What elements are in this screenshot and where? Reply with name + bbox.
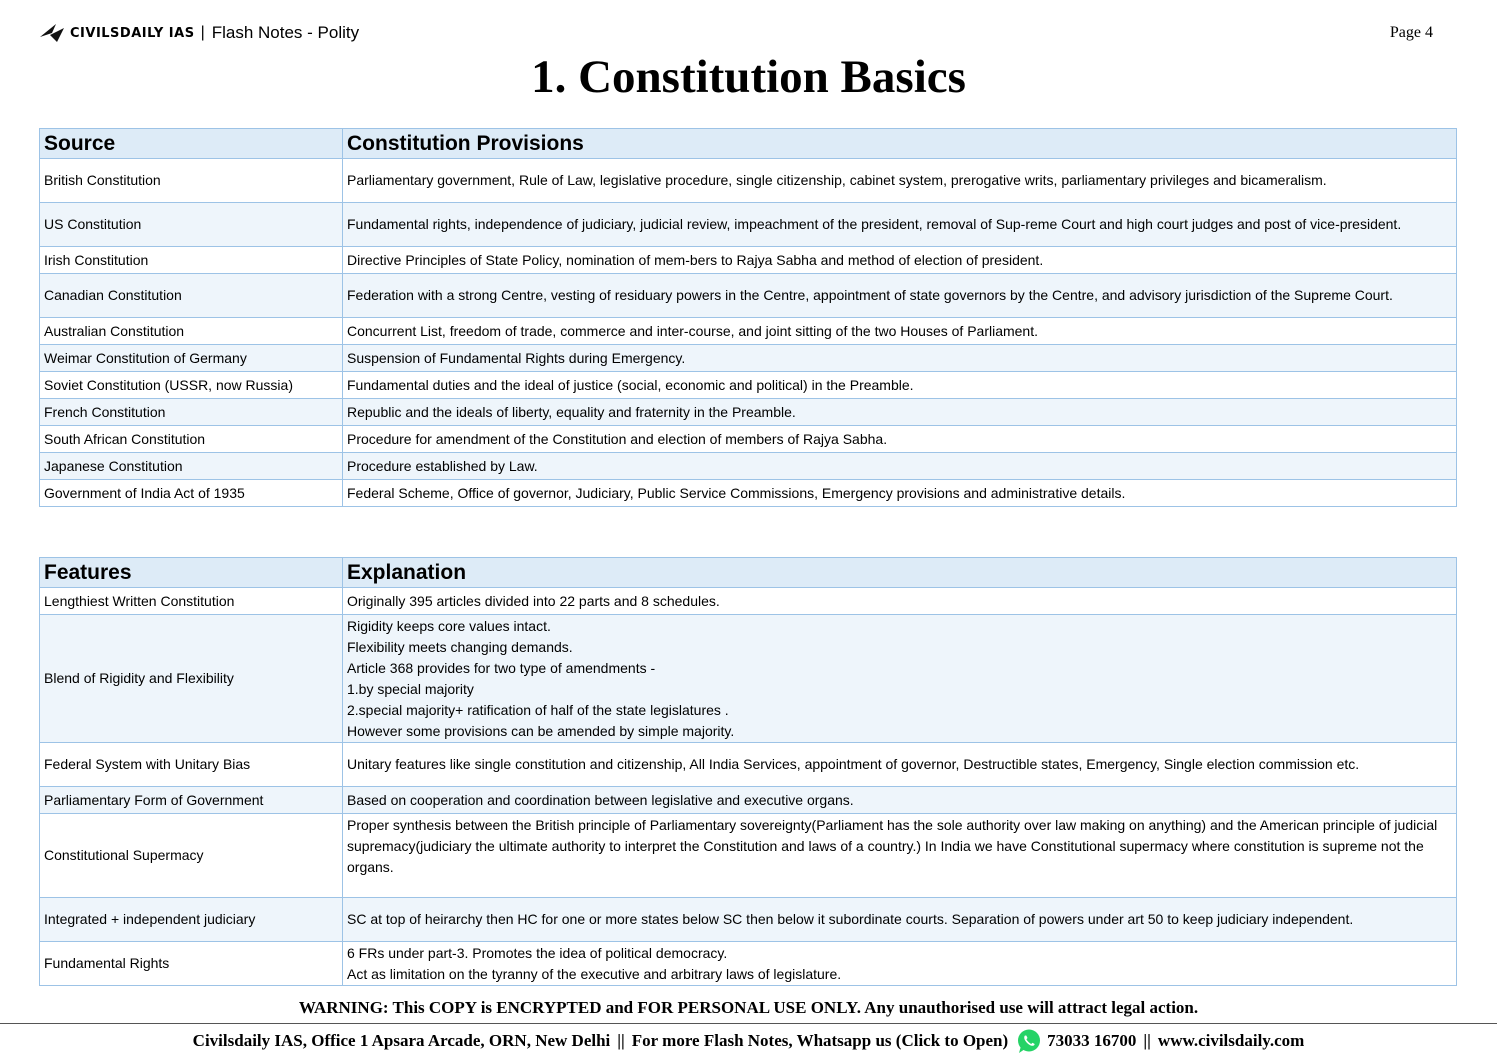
provisions-cell: Parliamentary government, Rule of Law, legislative procedure, single citizenship, cabinet system, prerogative writs, parliamentary privileges and bicameralism.: [343, 159, 1457, 203]
copyright-warning: WARNING: This COPY is ENCRYPTED and FOR PERSONAL USE ONLY. Any unauthorised use will attract legal action.: [298, 998, 1199, 1017]
sources-table: [39, 128, 1457, 507]
provisions-cell: Directive Principles of State Policy, nomination of mem-bers to Rajya Sabha and method of election of president.: [343, 247, 1457, 274]
page-number: Page 4: [1389, 24, 1433, 41]
column-header-features: Features: [40, 558, 343, 588]
source-cell: Government of India Act of 1935: [40, 480, 343, 507]
footer-address: Civilsdaily IAS, Office 1 Apsara Arcade, ORN, New Delhi: [192, 1031, 611, 1050]
features-table: [39, 557, 1457, 986]
provisions-cell: Federal Scheme, Office of governor, Judiciary, Public Service Commissions, Emergency provisions and administrative details.: [343, 480, 1457, 507]
provisions-cell: Concurrent List, freedom of trade, commerce and inter-course, and joint sitting of the two Houses of Parliament.: [343, 318, 1457, 345]
table-header-row: [40, 129, 1457, 159]
website-link[interactable]: www.civilsdaily.com: [1157, 1031, 1305, 1050]
brand-name: CIVILSDAILY IAS: [70, 25, 195, 41]
provisions-cell: Fundamental duties and the ideal of justice (social, economic and political) in the Preamble.: [343, 372, 1457, 399]
footer-separator: ||: [1143, 1031, 1151, 1050]
table-header-row: [40, 558, 1457, 588]
page-header: [40, 18, 359, 48]
table-row: [40, 318, 1457, 345]
table-row: [40, 743, 1457, 787]
brand-logo: [40, 22, 195, 44]
table-row: [40, 203, 1457, 247]
explanation-cell: Unitary features like single constitution and citizenship, All India Services, appointment of governor, Destructible states, Emergency, Single election commission etc.: [343, 743, 1457, 787]
table-row: [40, 159, 1457, 203]
provisions-cell: Federation with a strong Centre, vesting of residuary powers in the Centre, appointment of state governors by the Centre, and advisory jurisdiction of the Supreme Court.: [343, 274, 1457, 318]
civilsdaily-logo-icon: [40, 22, 66, 44]
source-cell: Weimar Constitution of Germany: [40, 345, 343, 372]
page-footer: [0, 1027, 1497, 1055]
source-cell: US Constitution: [40, 203, 343, 247]
whatsapp-link-text[interactable]: For more Flash Notes, Whatsapp us (Click to Open): [631, 1031, 1009, 1050]
explanation-cell: Based on cooperation and coordination between legislative and executive organs.: [343, 787, 1457, 814]
provisions-cell: Procedure for amendment of the Constitution and election of members of Rajya Sabha.: [343, 426, 1457, 453]
table-row: [40, 588, 1457, 615]
footer-divider: [0, 1023, 1497, 1024]
feature-cell: Parliamentary Form of Government: [40, 787, 343, 814]
whatsapp-phone[interactable]: 73033 16700: [1047, 1031, 1137, 1050]
page-title: 1. Constitution Basics: [531, 51, 966, 103]
feature-cell: Federal System with Unitary Bias: [40, 743, 343, 787]
feature-cell: Blend of Rigidity and Flexibility: [40, 615, 343, 743]
explanation-cell: 6 FRs under part-3. Promotes the idea of political democracy. Act as limitation on the tyranny of the executive and arbitrary laws of legislature.: [343, 942, 1457, 986]
table-row: [40, 898, 1457, 942]
column-header-provisions: Constitution Provisions: [343, 129, 1457, 159]
feature-cell: Constitutional Supermacy: [40, 814, 343, 898]
table-row: [40, 345, 1457, 372]
provisions-cell: Suspension of Fundamental Rights during Emergency.: [343, 345, 1457, 372]
provisions-cell: Procedure established by Law.: [343, 453, 1457, 480]
provisions-cell: Republic and the ideals of liberty, equality and fraternity in the Preamble.: [343, 399, 1457, 426]
source-cell: Soviet Constitution (USSR, now Russia): [40, 372, 343, 399]
table-row: [40, 615, 1457, 743]
table-row: [40, 426, 1457, 453]
whatsapp-icon[interactable]: [1016, 1028, 1042, 1054]
feature-cell: Lengthiest Written Constitution: [40, 588, 343, 615]
header-separator: |: [200, 24, 205, 41]
column-header-explanation: Explanation: [343, 558, 1457, 588]
table-row: [40, 399, 1457, 426]
source-cell: Australian Constitution: [40, 318, 343, 345]
table-row: [40, 787, 1457, 814]
column-header-source: Source: [40, 129, 343, 159]
table-row: [40, 372, 1457, 399]
table-row: [40, 942, 1457, 986]
source-cell: British Constitution: [40, 159, 343, 203]
source-cell: Canadian Constitution: [40, 274, 343, 318]
table-row: [40, 247, 1457, 274]
explanation-cell: Rigidity keeps core values intact. Flexibility meets changing demands. Article 368 provides for two type of amendments - 1.by special majority 2.special majority+ ratification of half of the state legislatures . However some provisions can be amended by simple majority.: [343, 615, 1457, 743]
explanation-cell: SC at top of heirarchy then HC for one or more states below SC then below it subordinate courts. Separation of powers under art 50 to keep judiciary independent.: [343, 898, 1457, 942]
source-cell: South African Constitution: [40, 426, 343, 453]
explanation-cell: Originally 395 articles divided into 22 parts and 8 schedules.: [343, 588, 1457, 615]
source-cell: French Constitution: [40, 399, 343, 426]
source-cell: Irish Constitution: [40, 247, 343, 274]
footer-separator: ||: [617, 1031, 625, 1050]
feature-cell: Fundamental Rights: [40, 942, 343, 986]
provisions-cell: Fundamental rights, independence of judiciary, judicial review, impeachment of the president, removal of Sup-reme Court and high court judges and post of vice-president.: [343, 203, 1457, 247]
table-row: [40, 814, 1457, 898]
feature-cell: Integrated + independent judiciary: [40, 898, 343, 942]
table-row: [40, 453, 1457, 480]
document-subtitle: Flash Notes - Polity: [211, 23, 360, 42]
table-row: [40, 480, 1457, 507]
explanation-cell: Proper synthesis between the British principle of Parliamentary sovereignty(Parliament has the sole authority over law making on anything) and the American principle of judicial supremacy(judiciary the ultimate authority to interpret the Constitution and laws of a country.) In India we have Constitutional supermacy where constitution is supreme not the organs.: [343, 814, 1457, 898]
table-row: [40, 274, 1457, 318]
source-cell: Japanese Constitution: [40, 453, 343, 480]
